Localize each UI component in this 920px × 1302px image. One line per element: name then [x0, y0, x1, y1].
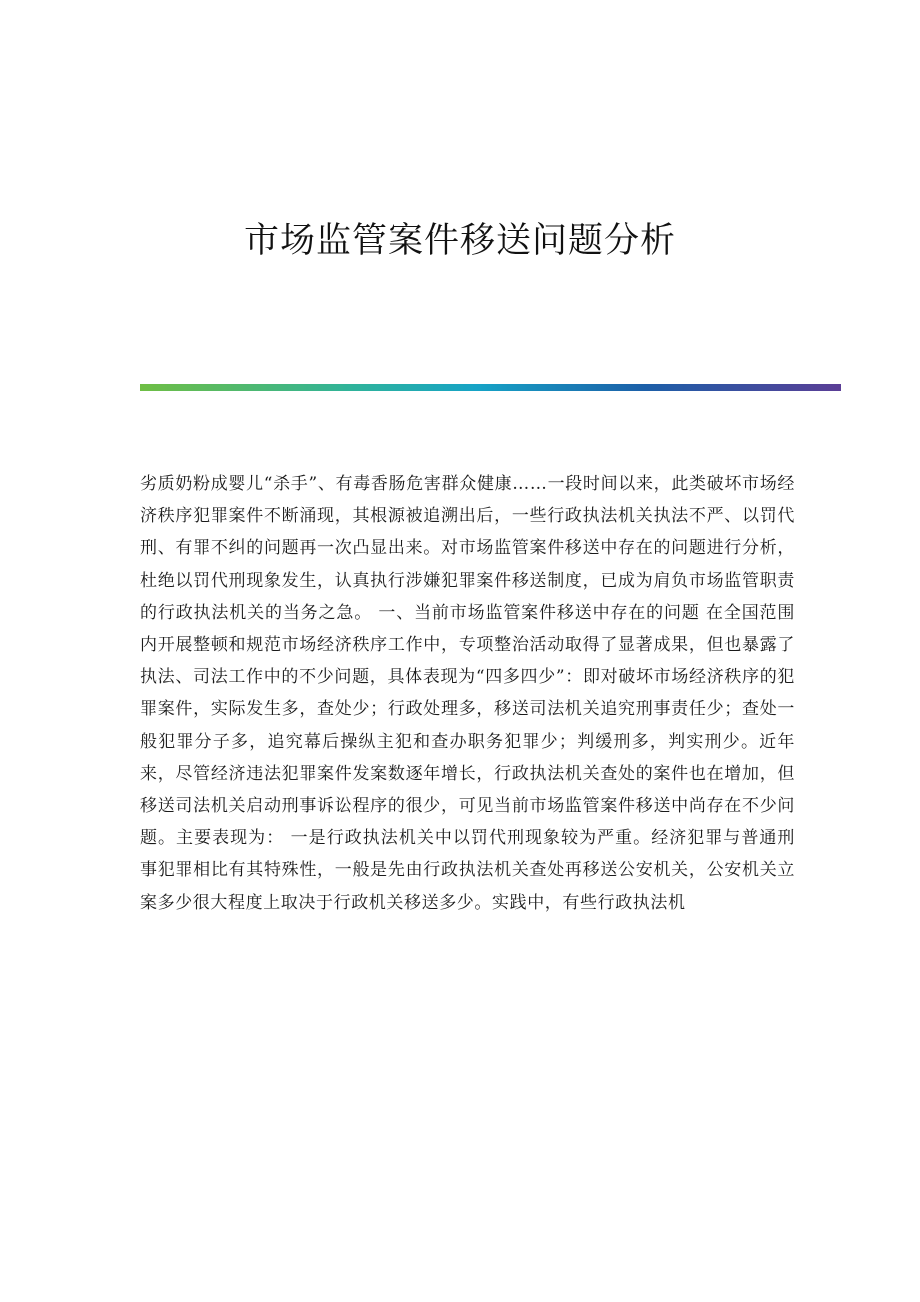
- document-title: 市场监管案件移送问题分析: [243, 221, 676, 261]
- title-divider-rule: [140, 384, 841, 391]
- document-body-text: 劣质奶粉成婴儿“杀手”、有毒香肠危害群众健康……一段时间以来，此类破坏市场经济秩序犯罪案件不断涌现，其根源被追溯出后，一些行政执法机关执法不严、以罚代刑、有罪不纠的问题再一次凸显出来。对市场监管案件移送中存在的问题进行分析，杜绝以罚代刑现象发生，认真执行涉嫌犯罪案件移送制度，已成为肩负市场监管职责的行政执法机关的当务之急。 一、当前市场监管案件移送中存在的问题 在全国范围内开展整顿和规范市场经济秩序工作中，专项整治活动取得了显著成果，但也暴露了执法、司法工作中的不少问题，具体表现为“四多四少”：即对破坏市场经济秩序的犯罪案件，实际发生多，查处少；行政处理多，移送司法机关追究刑事责任少；查处一般犯罪分子多，追究幕后操纵主犯和查办职务犯罪少；判缓刑多，判实刑少。近年来，尽管经济违法犯罪案件发案数逐年增长，行政执法机关查处的案件也在增加，但移送司法机关启动刑事诉讼程序的很少，可见当前市场监管案件移送中尚存在不少问题。主要表现为： 一是行政执法机关中以罚代刑现象较为严重。经济犯罪与普通刑事犯罪相比有其特殊性，一般是先由行政执法机关查处再移送公安机关，公安机关立案多少很大程度上取决于行政机关移送多少。实践中，有些行政执法机: [140, 474, 795, 913]
